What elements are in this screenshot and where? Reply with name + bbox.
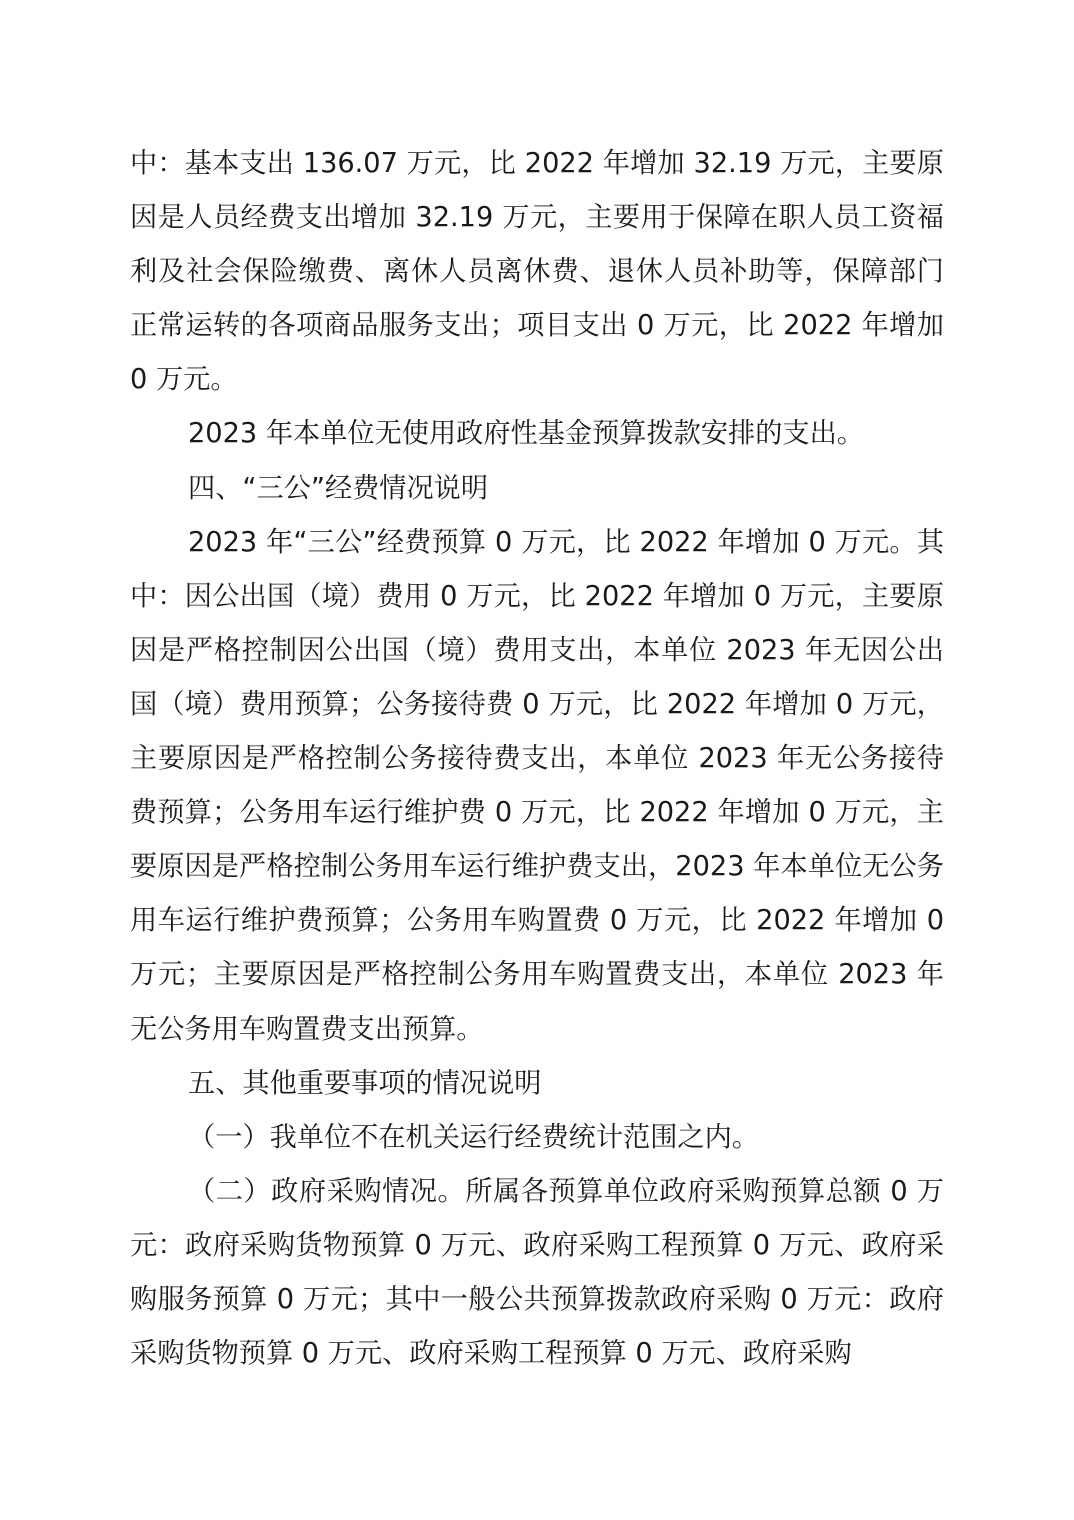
paragraph-operating-expenses: （一）我单位不在机关运行经费统计范围之内。 (188, 1121, 759, 1153)
heading-three-public-expenses: 四、“三公”经费情况说明 (188, 472, 489, 504)
paragraph-basic-expenditure: 中：基本支出 136.07 万元，比 2022 年增加 32.19 万元，主要原因是人员经费支出增加 32.19 万元，主要用于保障在职人员工资福利及社会保险缴费、离休人员离休费、退休人员补助等，保障部门正常运转的各项商品服务支出；项目支出 0 万元，比 2022 年增加 0 万元。 (130, 148, 944, 396)
document-body (130, 137, 944, 1381)
heading-other-matters: 五、其他重要事项的情况说明 (188, 1067, 542, 1099)
paragraph-government-procurement: （二）政府采购情况。所属各预算单位政府采购预算总额 0 万元：政府采购货物预算 0 万元、政府采购工程预算 0 万元、政府采购服务预算 0 万元；其中一般公共预算拨款政府采购 0 万元：政府采购货物预算 0 万元、政府采购工程预算 0 万元、政府采购 (130, 1175, 944, 1370)
paragraph-three-public-expenses: 2023 年“三公”经费预算 0 万元，比 2022 年增加 0 万元。其中：因公出国（境）费用 0 万元，比 2022 年增加 0 万元，主要原因是严格控制因公出国（境）费用支出，本单位 2023 年无因公出国（境）费用预算；公务接待费 0 万元，比 2022 年增加 0 万元，主要原因是严格控制公务接待费支出，本单位 2023 年无公务接待费预算；公务用车运行维护费 0 万元，比 2022 年增加 0 万元，主要原因是严格控制公务用车运行维护费支出，2023 年本单位无公务用车运行维护费预算；公务用车购置费 0 万元，比 2022 年增加 0 万元；主要原因是严格控制公务用车购置费支出，本单位 2023 年无公务用车购置费支出预算。 (130, 526, 944, 1045)
paragraph-government-fund: 2023 年本单位无使用政府性基金预算拨款安排的支出。 (188, 418, 864, 450)
